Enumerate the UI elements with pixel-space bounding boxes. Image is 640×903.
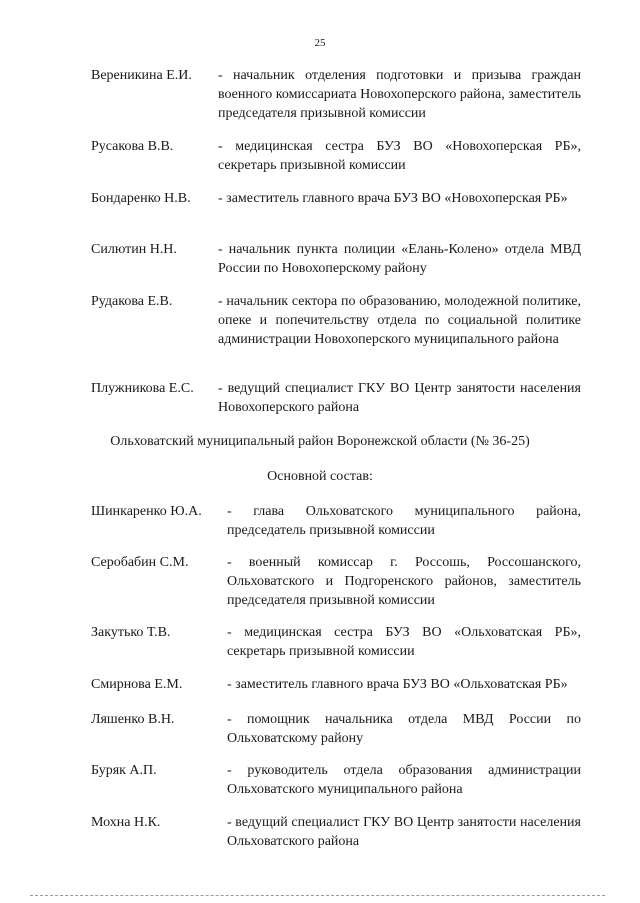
- member-name: Вереникина Е.И.: [91, 68, 192, 83]
- page-number: 25: [314, 37, 326, 49]
- member-name: Шинкаренко Ю.А.: [91, 504, 202, 519]
- member-name: Плужникова Е.С.: [91, 381, 194, 396]
- member-name: Буряк А.П.: [91, 763, 157, 778]
- member-role: - медицинская сестра БУЗ ВО «Новохоперская РБ», секретарь призывной комиссии: [218, 139, 581, 173]
- member-name: Смирнова Е.М.: [91, 677, 183, 692]
- member-role: - помощник начальника отдела МВД России по Ольховатскому району: [227, 712, 581, 746]
- member-role: - руководитель отдела образования администрации Ольховатского муниципального района: [227, 763, 581, 797]
- member-role: - начальник пункта полиции «Елань-Колено» отдела МВД России по Новохоперскому району: [218, 242, 581, 276]
- district-heading: Ольховатский муниципальный район Воронежской области (№ 36-25): [110, 434, 530, 449]
- member-name: Закутько Т.В.: [91, 625, 171, 640]
- member-name: Силютин Н.Н.: [91, 242, 177, 257]
- member-name: Серобабин С.М.: [91, 555, 189, 570]
- member-name: Бондаренко Н.В.: [91, 191, 191, 206]
- member-role: - ведущий специалист ГКУ ВО Центр занятости населения Ольховатского района: [227, 815, 581, 849]
- composition-heading: Основной состав:: [267, 469, 373, 484]
- member-role: - начальник отделения подготовки и призыва граждан военного комиссариата Новохоперского района, заместитель председателя призывной комиссии: [218, 68, 581, 121]
- member-role: - начальник сектора по образованию, молодежной политике, опеке и попечительству отдела по социальной политике администрации Новохоперского муниципального района: [218, 294, 581, 347]
- member-role: - ведущий специалист ГКУ ВО Центр занятости населения Новохоперского района: [218, 381, 581, 415]
- member-name: Мохна Н.К.: [91, 815, 161, 830]
- member-role: - военный комиссар г. Россошь, Россошанского, Ольховатского и Подгоренского районов, заместитель председателя призывной комиссии: [227, 555, 581, 608]
- member-name: Ляшенко В.Н.: [91, 712, 175, 727]
- member-name: Рудакова Е.В.: [91, 294, 173, 309]
- page-bottom-rule: [30, 895, 605, 896]
- member-role: - медицинская сестра БУЗ ВО «Ольховатская РБ», секретарь призывной комиссии: [227, 625, 581, 659]
- member-role: - глава Ольховатского муниципального района, председатель призывной комиссии: [227, 504, 581, 538]
- member-role: - заместитель главного врача БУЗ ВО «Ольховатская РБ»: [227, 677, 568, 692]
- member-name: Русакова В.В.: [91, 139, 174, 154]
- member-role: - заместитель главного врача БУЗ ВО «Новохоперская РБ»: [218, 191, 568, 206]
